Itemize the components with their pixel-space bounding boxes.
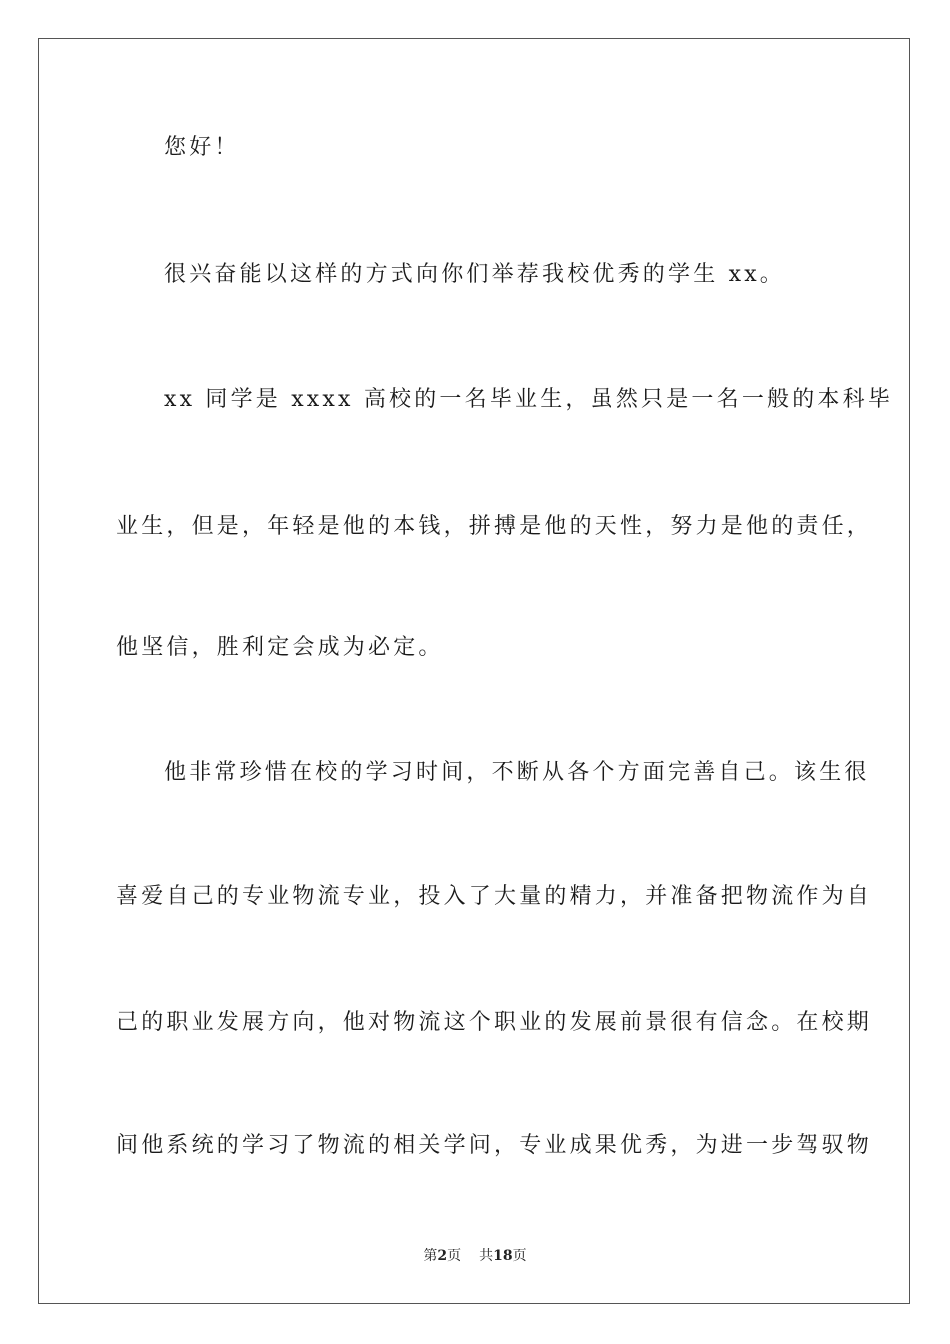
paragraph-line: 很兴奋能以这样的方式向你们举荐我校优秀的学生 xx。 [164, 262, 786, 287]
greeting-line: 您好！ [164, 135, 240, 160]
page-number: 第2页 [423, 1248, 462, 1264]
paragraph-line: 喜爱自己的专业物流专业，投入了大量的精力，并准备把物流作为自 [116, 884, 873, 909]
paragraph-line: 间他系统的学习了物流的相关学问，专业成果优秀，为进一步驾驭物 [116, 1133, 873, 1158]
paragraph-line: 己的职业发展方向，他对物流这个职业的发展前景很有信念。在校期 [116, 1010, 873, 1035]
page-border [38, 38, 910, 1304]
paragraph-line: 他非常珍惜在校的学习时间，不断从各个方面完善自己。该生很 [164, 760, 870, 785]
paragraph-line: 他坚信，胜利定会成为必定。 [116, 635, 444, 660]
page-total: 共18页 [479, 1248, 527, 1264]
paragraph-line: 业生，但是，年轻是他的本钱，拼搏是他的天性，努力是他的责任， [116, 514, 873, 539]
page-footer [0, 1247, 950, 1265]
paragraph-line: xx 同学是 xxxx 高校的一名毕业生，虽然只是一名一般的本科毕 [164, 387, 894, 412]
